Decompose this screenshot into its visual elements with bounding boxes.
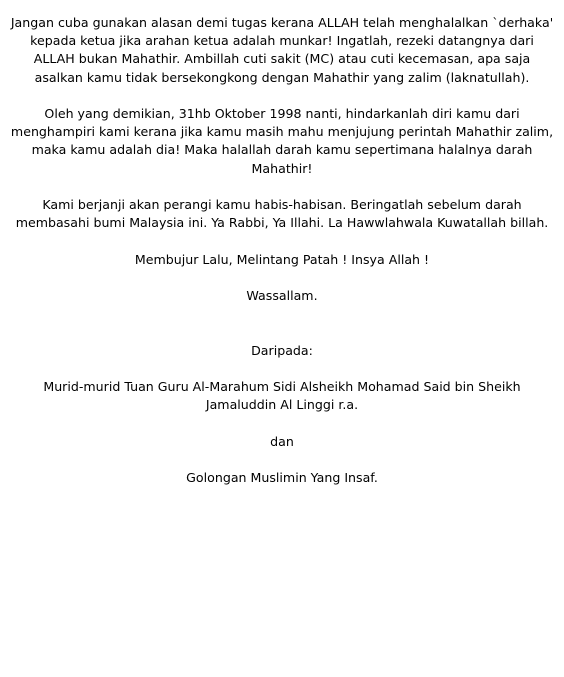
- paragraph-warning: Jangan cuba gunakan alasan demi tugas kerana ALLAH telah menghalalkan `derhaka' kepada ketua jika arahan ketua adalah munkar! Ingatlah, rezeki datangnya dari ALLAH bukan Mahathir. Ambillah cuti sakit (MC) atau cuti kecemasan, apa saja asalkan kamu tidak bersekongkong dengan Mahathir yang zalim (laknatullah).: [10, 15, 554, 85]
- paragraph-vow: Kami berjanji akan perangi kamu habis-habisan. Beringatlah sebelum darah membasahi bumi Malaysia ini. Ya Rabbi, Ya Illahi. La Hawwlahwala Kuwatallah billah.: [15, 197, 549, 231]
- sender-conjunction: dan: [270, 433, 294, 449]
- sender-primary: Murid-murid Tuan Guru Al-Marahum Sidi Alsheikh Mohamad Said bin Sheikh Jamaluddin Al Linggi r.a.: [43, 378, 521, 413]
- from-label: Daripada:: [251, 342, 313, 358]
- letter-body: [0, 14, 564, 505]
- paragraph-slogan: Membujur Lalu, Melintang Patah ! Insya Allah !: [134, 251, 430, 267]
- spacer: [8, 323, 556, 341]
- closing-salutation: Wassallam.: [246, 287, 318, 303]
- paragraph-date-warning: Oleh yang demikian, 31hb Oktober 1998 nanti, hindarkanlah diri kamu dari menghampiri kami kerana jika kamu masih mahu menjujung perintah Mahathir zalim, maka kamu adalah dia! Maka halallah darah kamu sepertimana halalnya darah Mahathir!: [10, 106, 554, 176]
- sender-secondary: Golongan Muslimin Yang Insaf.: [186, 469, 378, 485]
